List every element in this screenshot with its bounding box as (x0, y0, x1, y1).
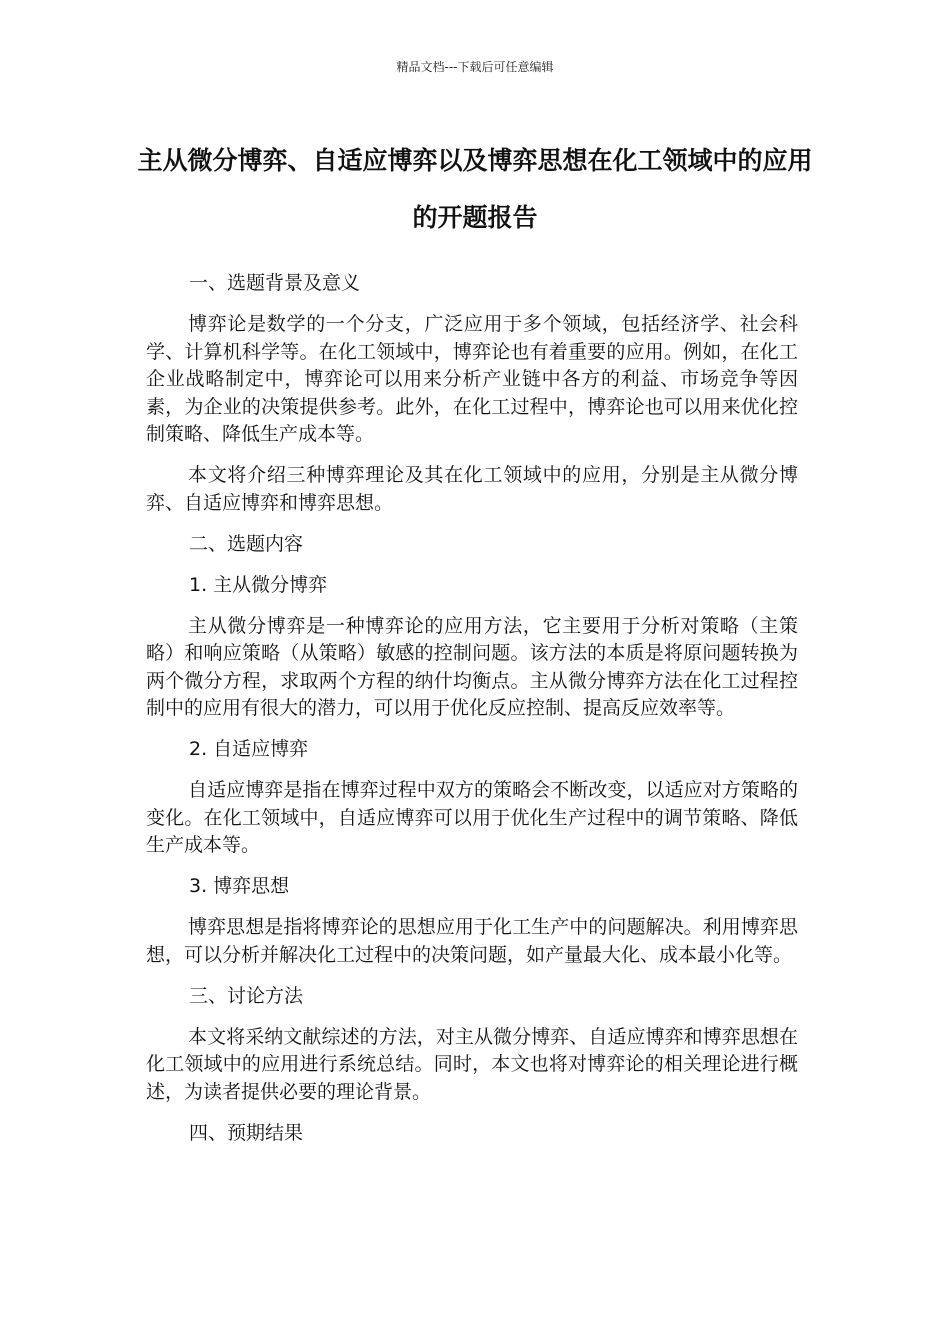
document-body (146, 270, 798, 1161)
section-heading-background: 一、选题背景及意义 (189, 272, 361, 294)
paragraph-item-1: 主从微分博弈是一种博弈论的应用方法，它主要用于分析对策略（主策略）和响应策略（从策略）敏感的控制问题。该方法的本质是将原问题转换为两个微分方程，求取两个方程的纳什均衡点。主从微分博弈方法在化工过程控制中的应用有很大的潜力，可以用于优化反应控制、提高反应效率等。 (146, 614, 798, 719)
subheading-item-3: 3. 博弈思想 (189, 875, 290, 897)
paragraph-item-3: 博弈思想是指将博弈论的思想应用于化工生产中的问题解决。利用博弈思想，可以分析并解决化工过程中的决策问题，如产量最大化、成本最小化等。 (146, 916, 798, 966)
subheading-item-2: 2. 自适应博弈 (189, 738, 309, 760)
paragraph-method: 本文将采纳文献综述的方法，对主从微分博弈、自适应博弈和博弈思想在化工领域中的应用进行系统总结。同时，本文也将对博弈论的相关理论进行概述，为读者提供必要的理论背景。 (146, 1025, 798, 1103)
subheading-item-1: 1. 主从微分博弈 (189, 573, 328, 596)
document-title: 主从微分博弈、自适应博弈以及博弈思想在化工领域中的应用的开题报告 (137, 146, 813, 232)
page-header-note: 精品文档---下载后可任意编辑 (396, 60, 554, 74)
section-heading-method: 三、讨论方法 (189, 984, 304, 1007)
paragraph-background-1: 博弈论是数学的一个分支，广泛应用于多个领域，包括经济学、社会科学、计算机科学等。在化工领域中，博弈论也有着重要的应用。例如，在化工企业战略制定中，博弈论可以用来分析产业链中各方的利益、市场竞争等因素，为企业的决策提供参考。此外，在化工过程中，博弈论也可以用来优化控制策略、降低生产成本等。 (146, 313, 798, 445)
section-heading-results: 四、预期结果 (189, 1121, 304, 1144)
section-heading-content: 二、选题内容 (189, 532, 304, 555)
paragraph-item-2: 自适应博弈是指在博弈过程中双方的策略会不断改变，以适应对方策略的变化。在化工领域中，自适应博弈可以用于优化生产过程中的调节策略、降低生产成本等。 (146, 779, 798, 856)
paragraph-background-2: 本文将介绍三种博弈理论及其在化工领域中的应用，分别是主从微分博弈、自适应博弈和博弈思想。 (146, 464, 798, 514)
